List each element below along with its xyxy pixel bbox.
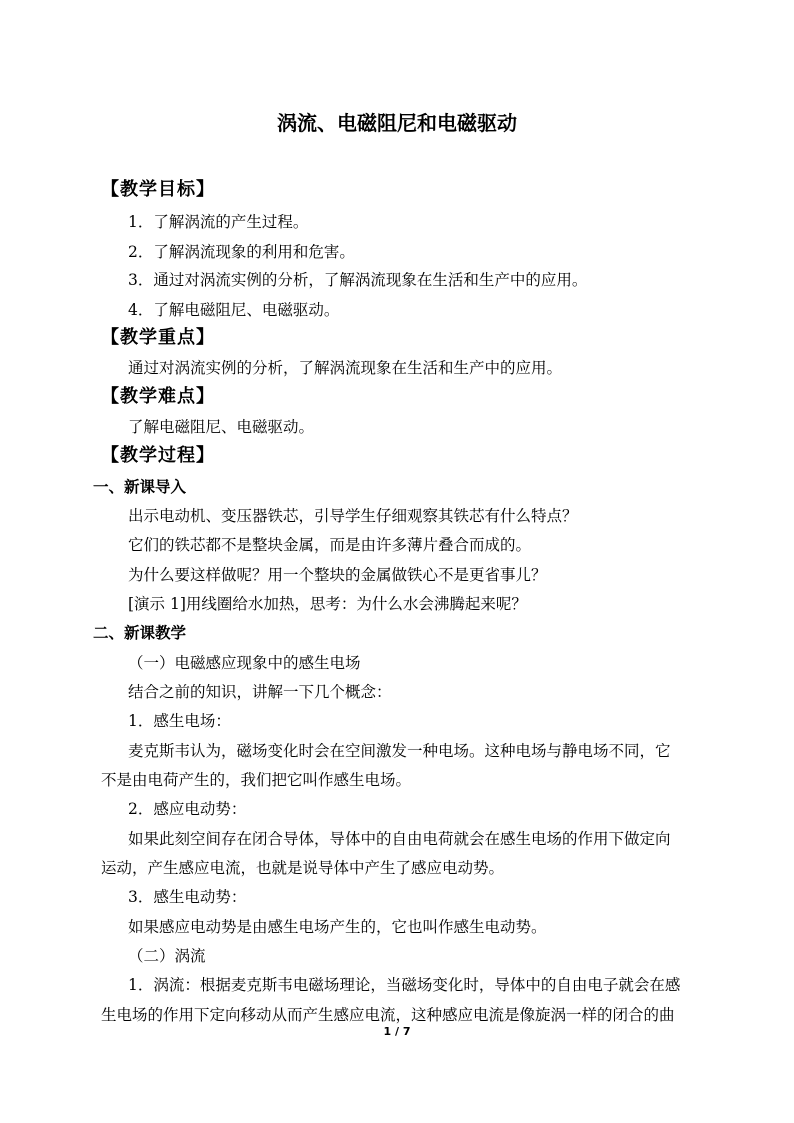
subsection-title: （二）涡流 [128,947,206,965]
heading-process: 【教学过程】 [101,445,215,466]
paragraph-line: 如果感应电动势是由感生电场产生的，它也叫作感生电动势。 [128,918,547,936]
document-title: 涡流、电磁阻尼和电磁驱动 [277,111,517,135]
objective-item: 2．了解涡流现象的利用和危害。 [128,243,355,261]
difficulty-text: 了解电磁阻尼、电磁驱动。 [128,418,315,436]
paragraph-line: 为什么要这样做呢？用一个整块的金属做铁心不是更省事儿？ [128,566,547,584]
objective-item: 3．通过对涡流实例的分析，了解涡流现象在生活和生产中的应用。 [128,271,588,289]
paragraph-line: 它们的铁芯都不是整块金属，而是由许多薄片叠合而成的。 [128,536,532,554]
paragraph-line: 如果此刻空间存在闭合导体，导体中的自由电荷就会在感生电场的作用下做定向 [128,830,671,848]
item-label: 1．感生电场： [128,712,231,730]
paragraph-line: 生电场的作用下定向移动从而产生感应电流，这种感应电流是像旋涡一样的闭合的曲 [101,1006,675,1024]
heading-objectives: 【教学目标】 [101,179,215,200]
paragraph-line: 结合之前的知识，讲解一下几个概念： [128,683,392,701]
heading-difficulty: 【教学难点】 [101,386,215,407]
paragraph-line: 运动，产生感应电流，也就是说导体中产生了感应电动势。 [101,859,505,877]
item-label: 3．感生电动势： [128,888,247,906]
objective-item: 1．了解涡流的产生过程。 [128,213,309,231]
page-number: 1 / 7 [383,1025,411,1038]
paragraph-line: 1．涡流：根据麦克斯韦电磁场理论，当磁场变化时，导体中的自由电子就会在感 [128,976,681,994]
paragraph-line: [演示 1]用线圈给水加热，思考：为什么水会沸腾起来呢？ [128,595,527,613]
paragraph-line: 出示电动机、变压器铁芯，引导学生仔细观察其铁芯有什么特点？ [128,507,578,525]
section-title: 二、新课教学 [93,623,187,642]
paragraph-line: 麦克斯韦认为，磁场变化时会在空间激发一种电场。这种电场与静电场不同，它 [128,742,671,760]
objective-item: 4．了解电磁阻尼、电磁驱动。 [128,301,340,319]
section-title: 一、新课导入 [93,477,187,496]
heading-key-point: 【教学重点】 [101,327,215,348]
subsection-title: （一）电磁感应现象中的感生电场 [128,654,361,672]
paragraph-line: 不是由电荷产生的，我们把它叫作感生电场。 [101,771,412,789]
item-label: 2．感应电动势： [128,800,247,818]
key-point-text: 通过对涡流实例的分析，了解涡流现象在生活和生产中的应用。 [128,359,563,377]
